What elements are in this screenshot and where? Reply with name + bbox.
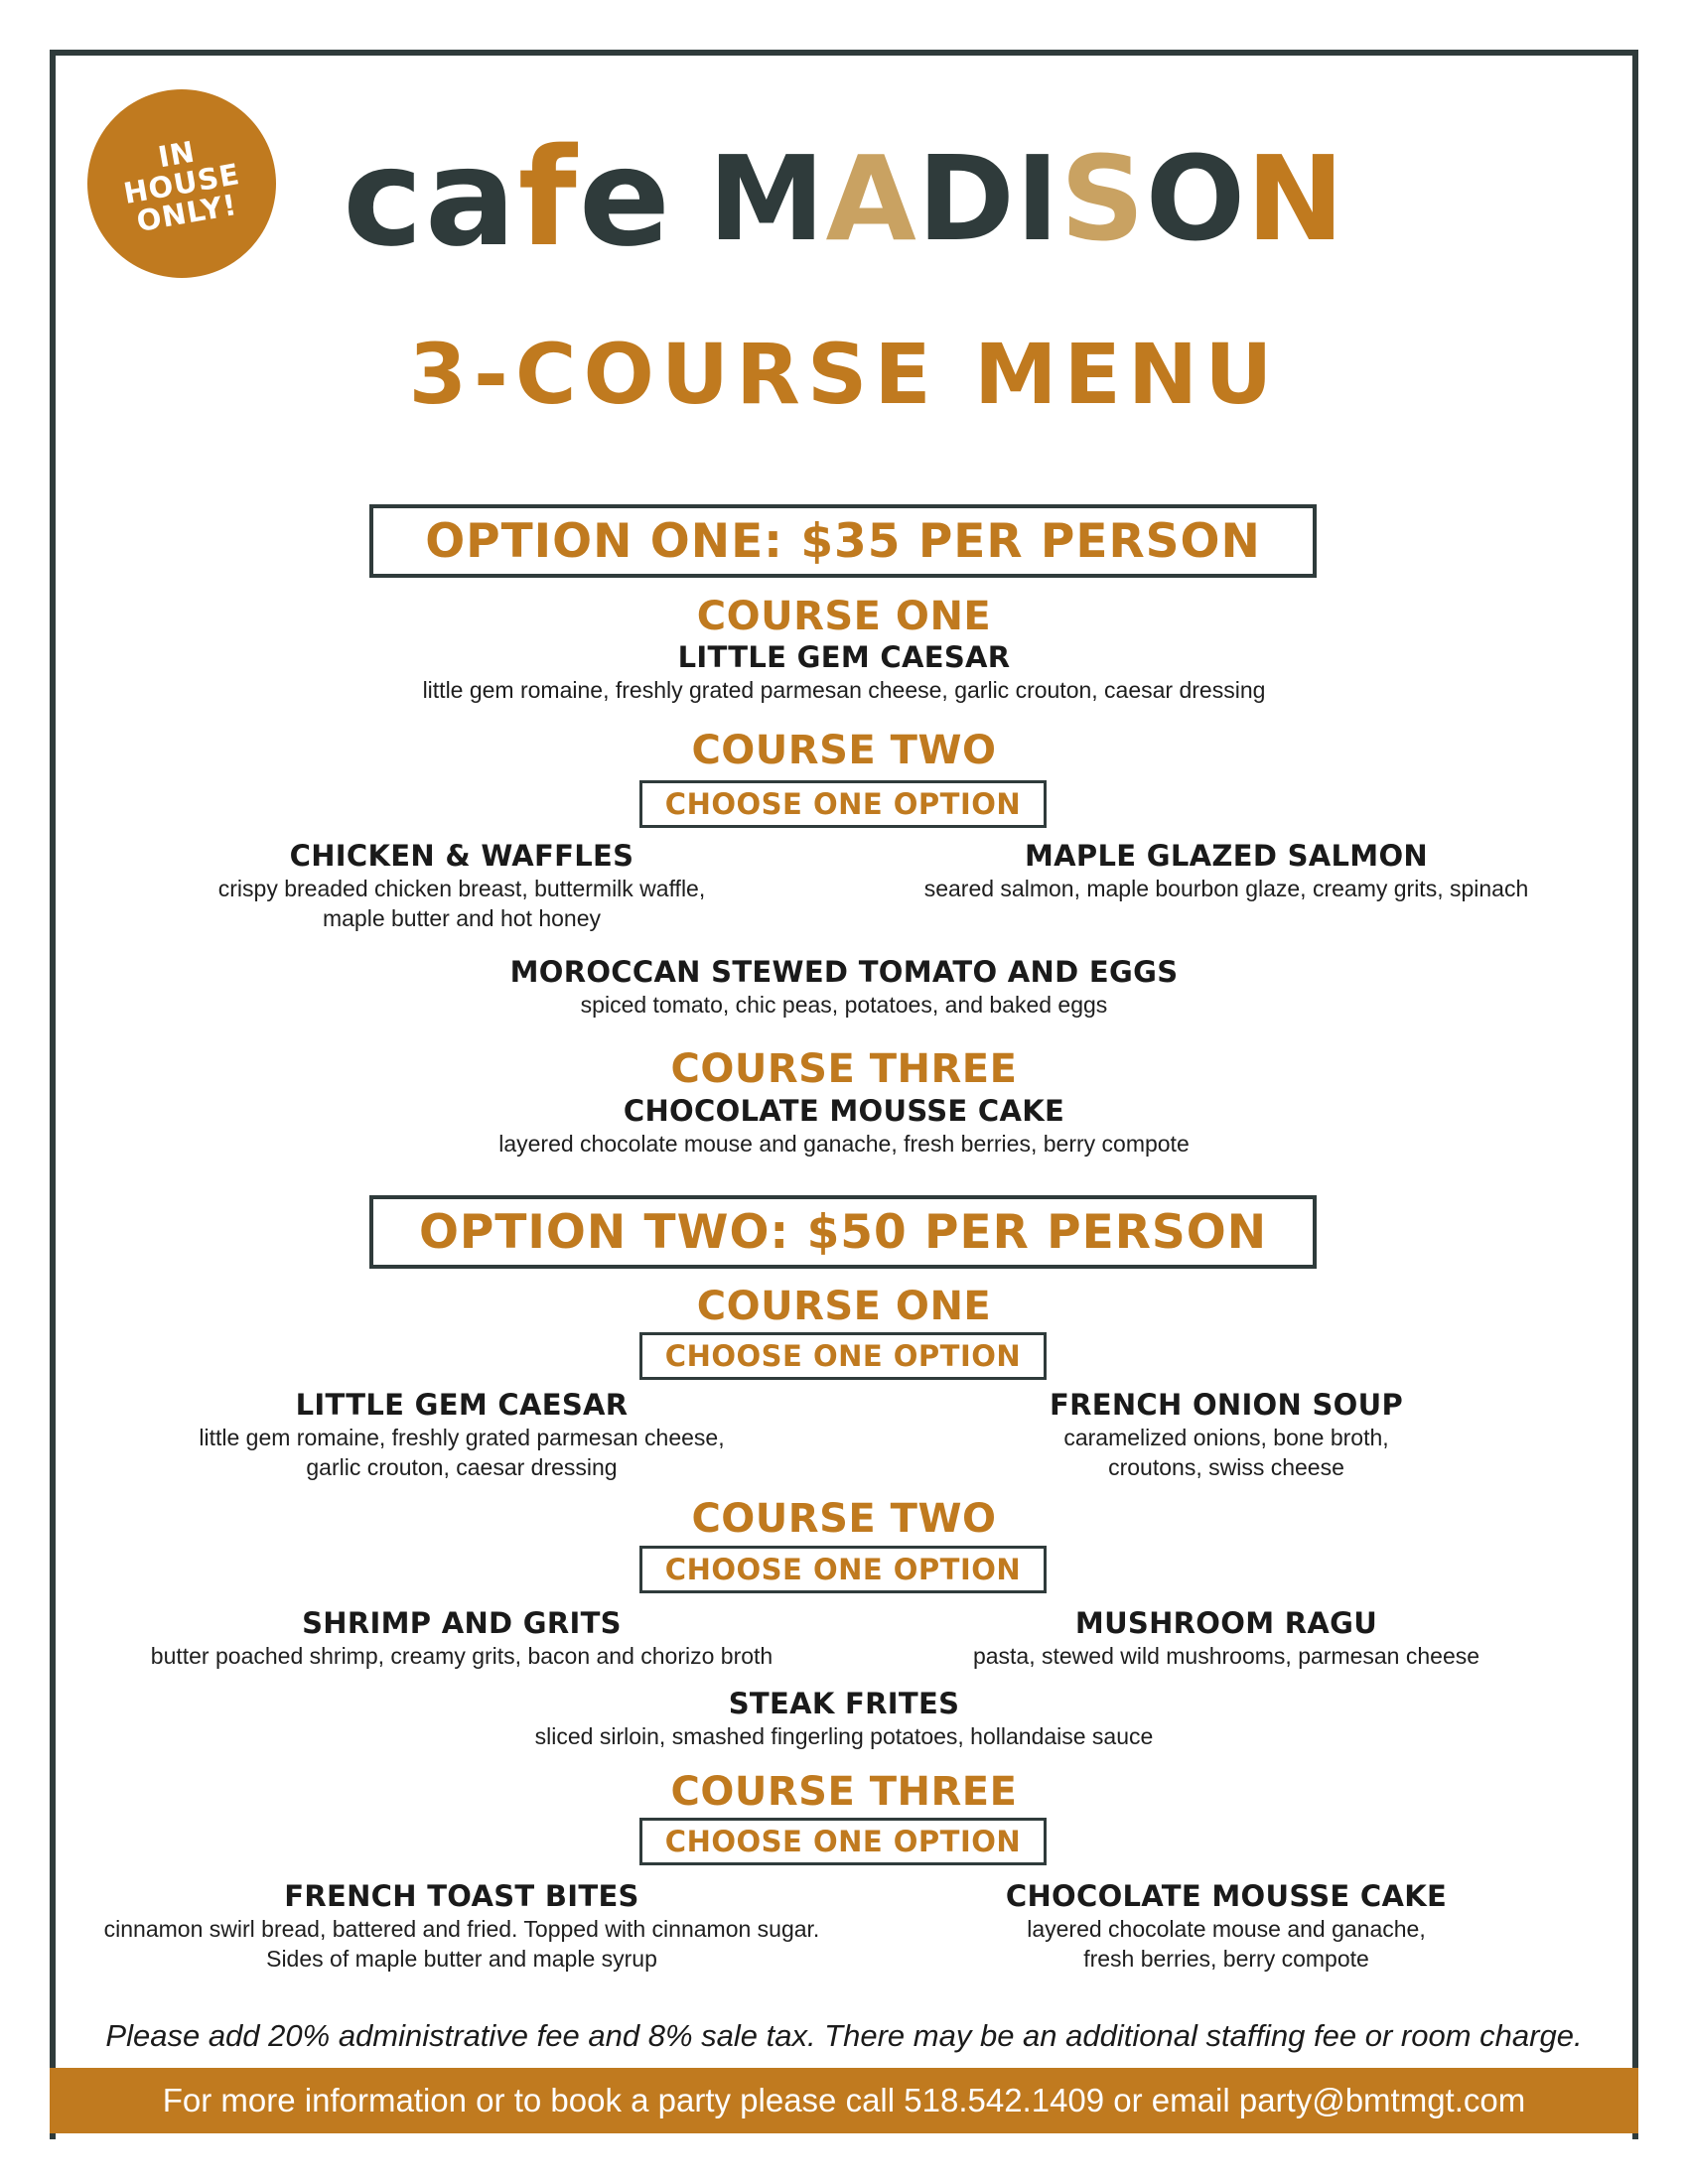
- option-two-label: OPTION TWO: $50 PER PERSON: [418, 1204, 1268, 1260]
- option-one-dish-maple-salmon: [854, 838, 1599, 903]
- option-two-course-two-heading: COURSE TWO: [691, 1496, 997, 1542]
- option-one-course-three-heading: COURSE THREE: [670, 1046, 1018, 1092]
- option-two-course-one-choose-box: CHOOSE ONE OPTION: [639, 1332, 1047, 1380]
- in-house-only-badge: [87, 89, 276, 278]
- option-two-dish-chocolate-mousse: [854, 1878, 1599, 1974]
- dish-name: CHOCOLATE MOUSSE CAKE: [1005, 1879, 1448, 1913]
- dish-description: layered chocolate mouse and ganache, fresh berries, berry compote: [498, 1131, 1190, 1157]
- dish-name: SHRIMP AND GRITS: [302, 1606, 622, 1640]
- option-two-dish-little-gem: [89, 1387, 834, 1482]
- dish-description: sliced sirloin, smashed fingerling potatoes, hollandaise sauce: [534, 1723, 1154, 1749]
- page-title: 3-COURSE MENU: [408, 326, 1280, 423]
- option-one-course-one-dish: [0, 639, 1688, 705]
- dish-name: FRENCH TOAST BITES: [284, 1879, 639, 1913]
- option-two-dish-steak-frites: [0, 1686, 1688, 1751]
- dish-name: CHICKEN & WAFFLES: [289, 839, 634, 873]
- option-one-course-three-dish: [0, 1093, 1688, 1159]
- dish-name: LITTLE GEM CAESAR: [295, 1388, 629, 1422]
- option-one-course-one-heading: COURSE ONE: [696, 594, 992, 639]
- option-two-course-three-heading: COURSE THREE: [670, 1769, 1018, 1815]
- dish-description: caramelized onions, bone broth, croutons, swiss cheese: [1063, 1425, 1389, 1480]
- dish-name: CHOCOLATE MOUSSE CAKE: [623, 1094, 1065, 1128]
- dish-description: butter poached shrimp, creamy grits, bacon and chorizo broth: [150, 1643, 774, 1669]
- logo-word-madison: MADISON: [708, 130, 1345, 267]
- dish-name: FRENCH ONION SOUP: [1049, 1388, 1404, 1422]
- dish-name: STEAK FRITES: [728, 1687, 960, 1720]
- dish-name: LITTLE GEM CAESAR: [677, 640, 1011, 674]
- dish-description: crispy breaded chicken breast, buttermilk waffle, maple butter and hot honey: [217, 876, 706, 931]
- option-one-box: [369, 504, 1317, 578]
- fee-note: Please add 20% administrative fee and 8% sale tax. There may be an additional staffing fee or room charge.: [105, 2018, 1583, 2053]
- option-two-box: [369, 1195, 1317, 1269]
- dish-description: layered chocolate mouse and ganache, fresh berries, berry compote: [1027, 1916, 1426, 1972]
- option-two-course-one-heading: COURSE ONE: [696, 1284, 992, 1329]
- dish-name: MOROCCAN STEWED TOMATO AND EGGS: [509, 955, 1179, 989]
- footer-contact-text: For more information or to book a party please call 518.542.1409 or email party@bmtmgt.com: [162, 2082, 1526, 2118]
- option-two-dish-french-toast: [89, 1878, 834, 1974]
- dish-description: spiced tomato, chic peas, potatoes, and baked eggs: [580, 992, 1108, 1018]
- logo-word-cafe: cafe: [343, 120, 673, 277]
- dish-description: seared salmon, maple bourbon glaze, creamy grits, spinach: [923, 876, 1529, 901]
- dish-description: cinnamon swirl bread, battered and fried. Topped with cinnamon sugar. Sides of maple butter and maple syrup: [103, 1916, 820, 1972]
- dish-description: little gem romaine, freshly grated parmesan cheese, garlic crouton, caesar dressing: [422, 677, 1266, 703]
- option-two-course-two-choose-box: CHOOSE ONE OPTION: [639, 1546, 1047, 1593]
- option-one-dish-chicken-waffles: [89, 838, 834, 933]
- dish-description: pasta, stewed wild mushrooms, parmesan cheese: [972, 1643, 1480, 1669]
- option-two-dish-shrimp-grits: [89, 1605, 834, 1671]
- cafe-madison-logo: [343, 120, 1345, 277]
- option-one-course-two-heading: COURSE TWO: [691, 728, 997, 773]
- footer-bar: [50, 2068, 1638, 2133]
- dish-name: MAPLE GLAZED SALMON: [1025, 839, 1428, 873]
- option-one-dish-moroccan-eggs: [0, 954, 1688, 1020]
- dish-description: little gem romaine, freshly grated parmesan cheese, garlic crouton, caesar dressing: [199, 1425, 725, 1480]
- badge-text: IN HOUSE ONLY!: [120, 134, 243, 239]
- option-one-course-two-choose-box: CHOOSE ONE OPTION: [639, 780, 1047, 828]
- dish-name: MUSHROOM RAGU: [1074, 1606, 1378, 1640]
- option-two-dish-french-onion: [854, 1387, 1599, 1482]
- option-two-dish-mushroom-ragu: [854, 1605, 1599, 1671]
- option-one-label: OPTION ONE: $35 PER PERSON: [425, 513, 1261, 569]
- option-two-course-three-choose-box: CHOOSE ONE OPTION: [639, 1818, 1047, 1865]
